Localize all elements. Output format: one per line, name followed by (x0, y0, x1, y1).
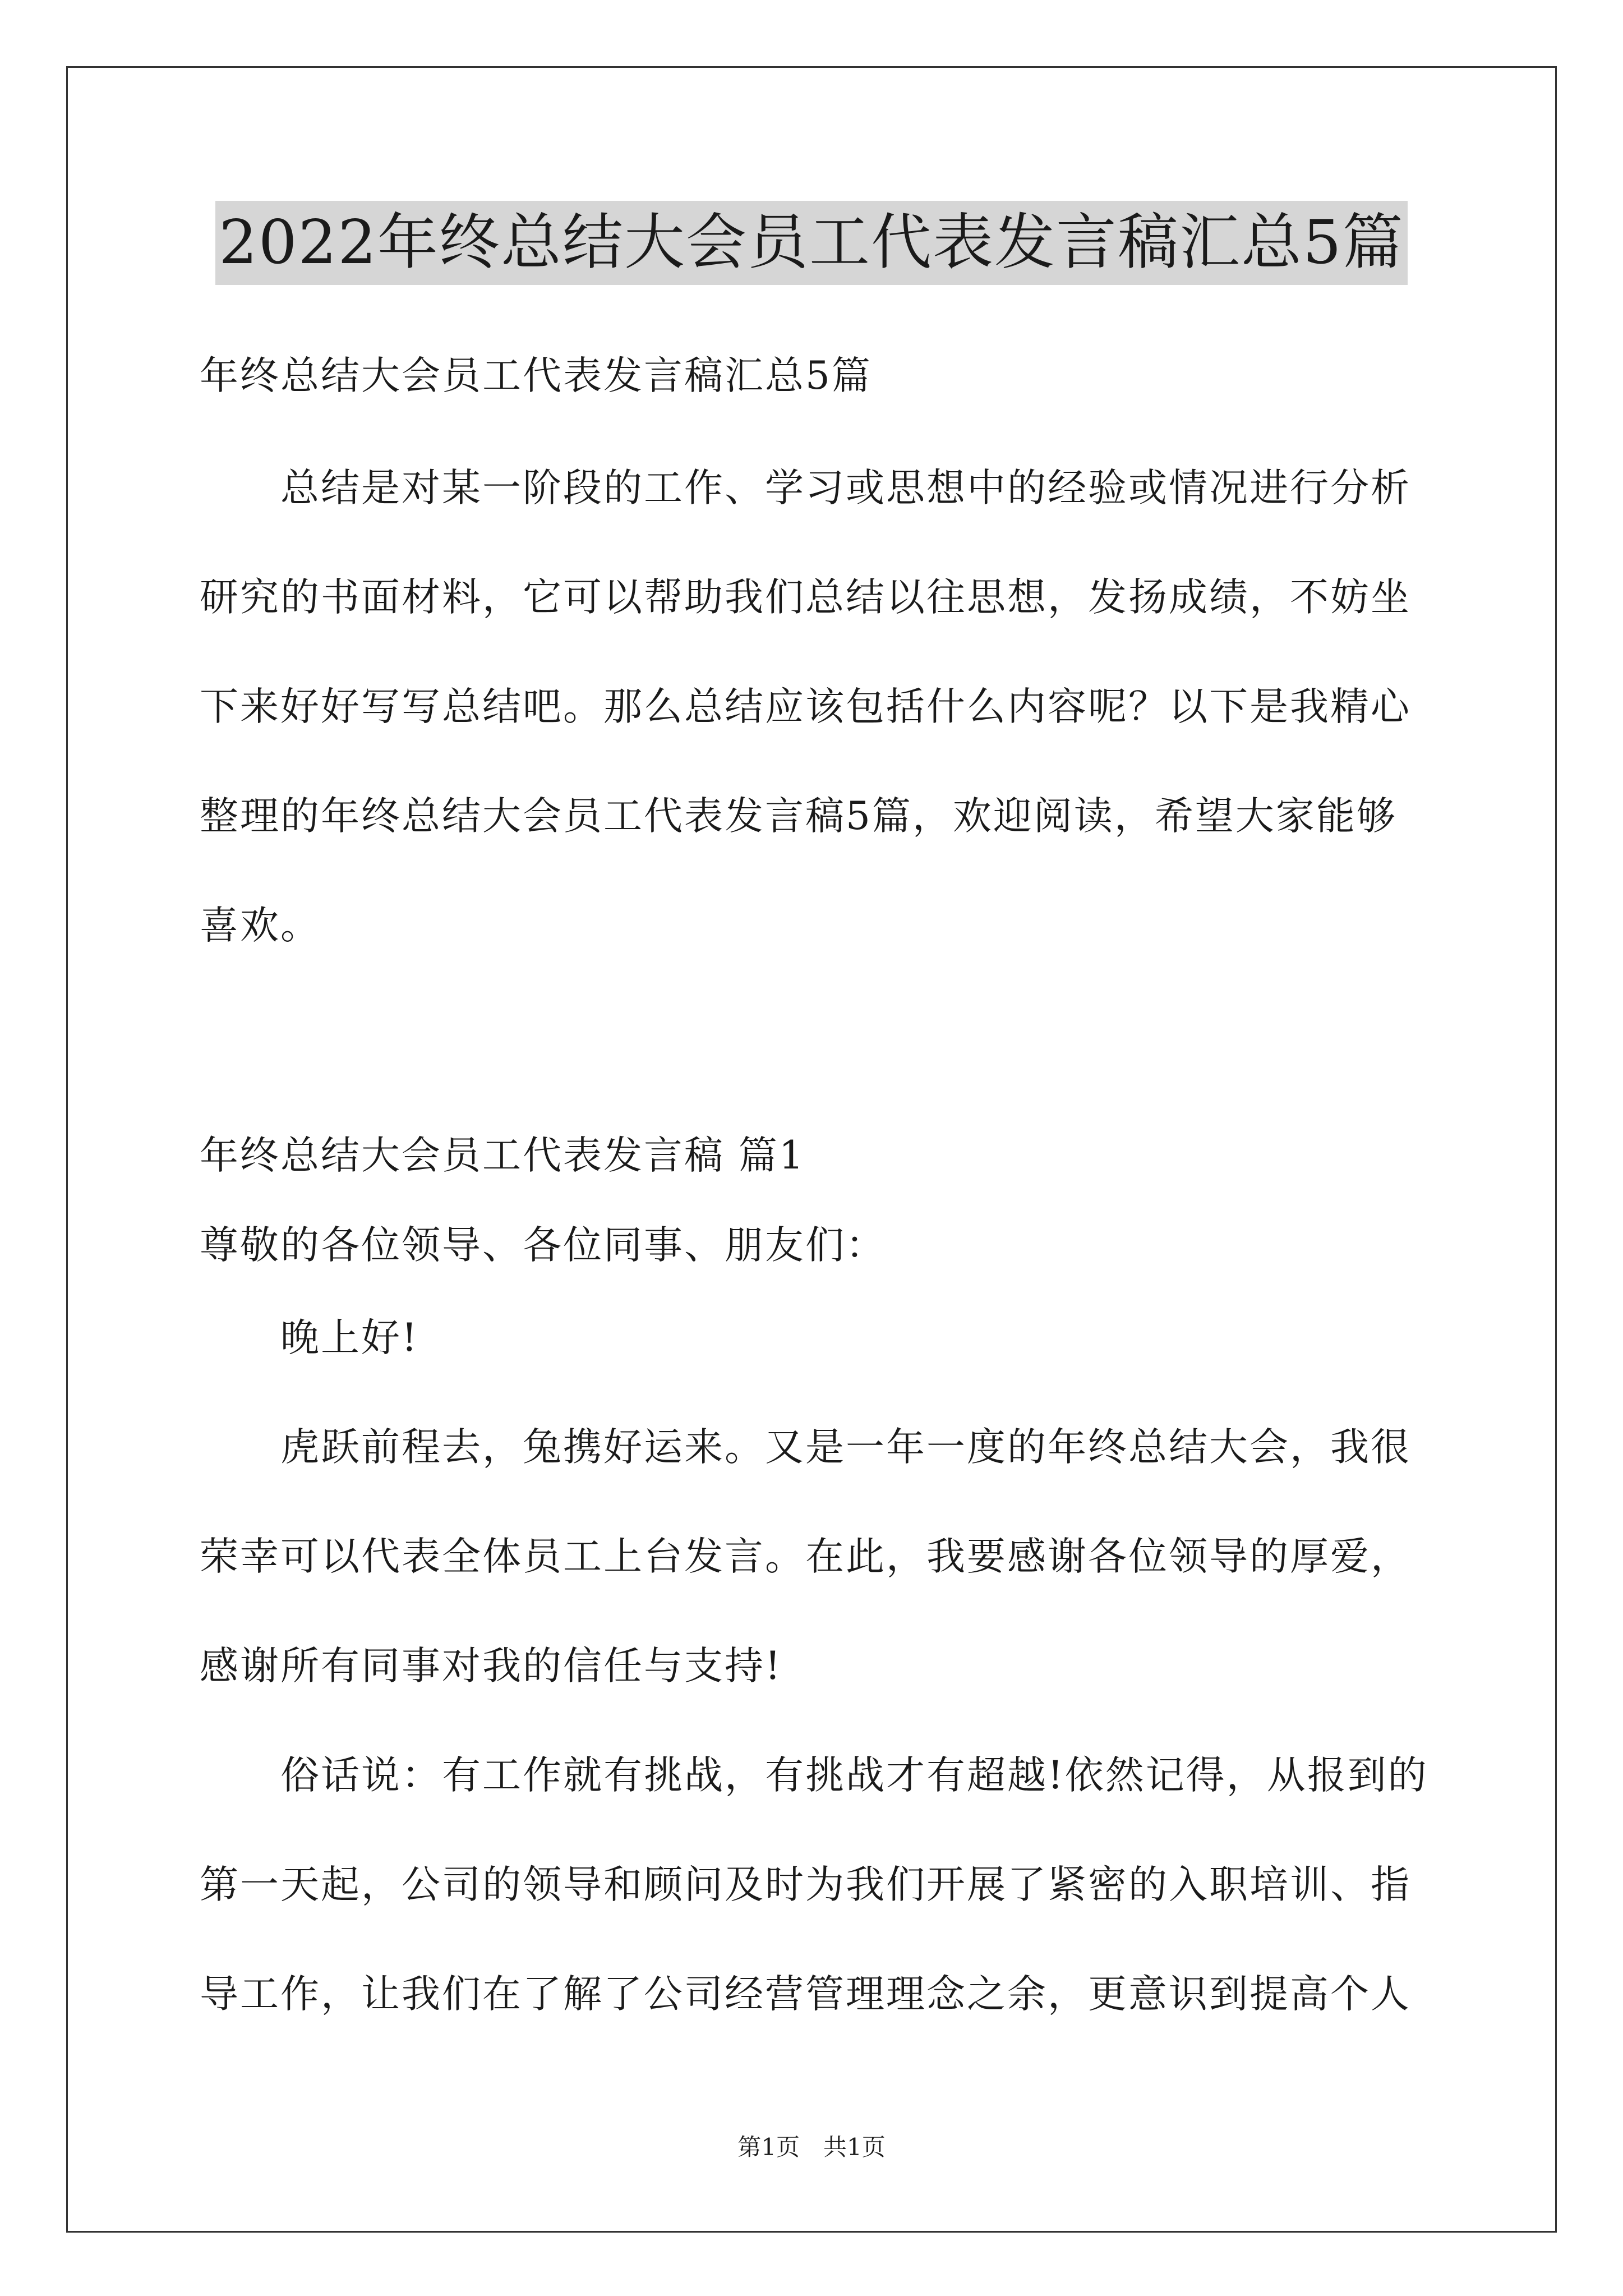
paragraph-line: 感谢所有同事对我的信任与支持! (200, 1644, 782, 1688)
salutation-line: 尊敬的各位领导、各位同事、朋友们： (200, 1223, 886, 1268)
page-footer: 第1页 共1页 (737, 2133, 886, 2161)
greeting-line: 晚上好! (200, 1315, 419, 1360)
paragraph-line: 下来好好写写总结吧。那么总结应该包括什么内容呢？以下是我精心 (200, 684, 1411, 729)
document-title: 2022年终总结大会员工代表发言稿汇总5篇 (215, 201, 1408, 285)
paragraph-line: 荣幸可以代表全体员工上台发言。在此，我要感谢各位领导的厚爱， (200, 1534, 1411, 1579)
paragraph-line: 虎跃前程去，兔携好运来。又是一年一度的年终总结大会，我很 (200, 1425, 1411, 1470)
subtitle-line: 年终总结大会员工代表发言稿汇总5篇 (200, 353, 872, 398)
title-container (0, 201, 1623, 285)
paragraph-line: 研究的书面材料，它可以帮助我们总结以往思想，发扬成绩，不妨坐 (200, 575, 1411, 620)
paragraph-line: 总结是对某一阶段的工作、学习或思想中的经验或情况进行分析 (200, 466, 1411, 510)
paragraph-line: 导工作，让我们在了解了公司经营管理理念之余，更意识到提高个人 (200, 1972, 1411, 2017)
section-heading: 年终总结大会员工代表发言稿 篇1 (200, 1133, 805, 1178)
paragraph-line: 整理的年终总结大会员工代表发言稿5篇，欢迎阅读，希望大家能够 (200, 794, 1397, 839)
paragraph-line: 俗话说：有工作就有挑战，有挑战才有超越!依然记得，从报到的 (200, 1753, 1428, 1798)
paragraph-line: 第一天起，公司的领导和顾问及时为我们开展了紧密的入职培训、指 (200, 1862, 1411, 1907)
paragraph-line: 喜欢。 (200, 903, 321, 948)
